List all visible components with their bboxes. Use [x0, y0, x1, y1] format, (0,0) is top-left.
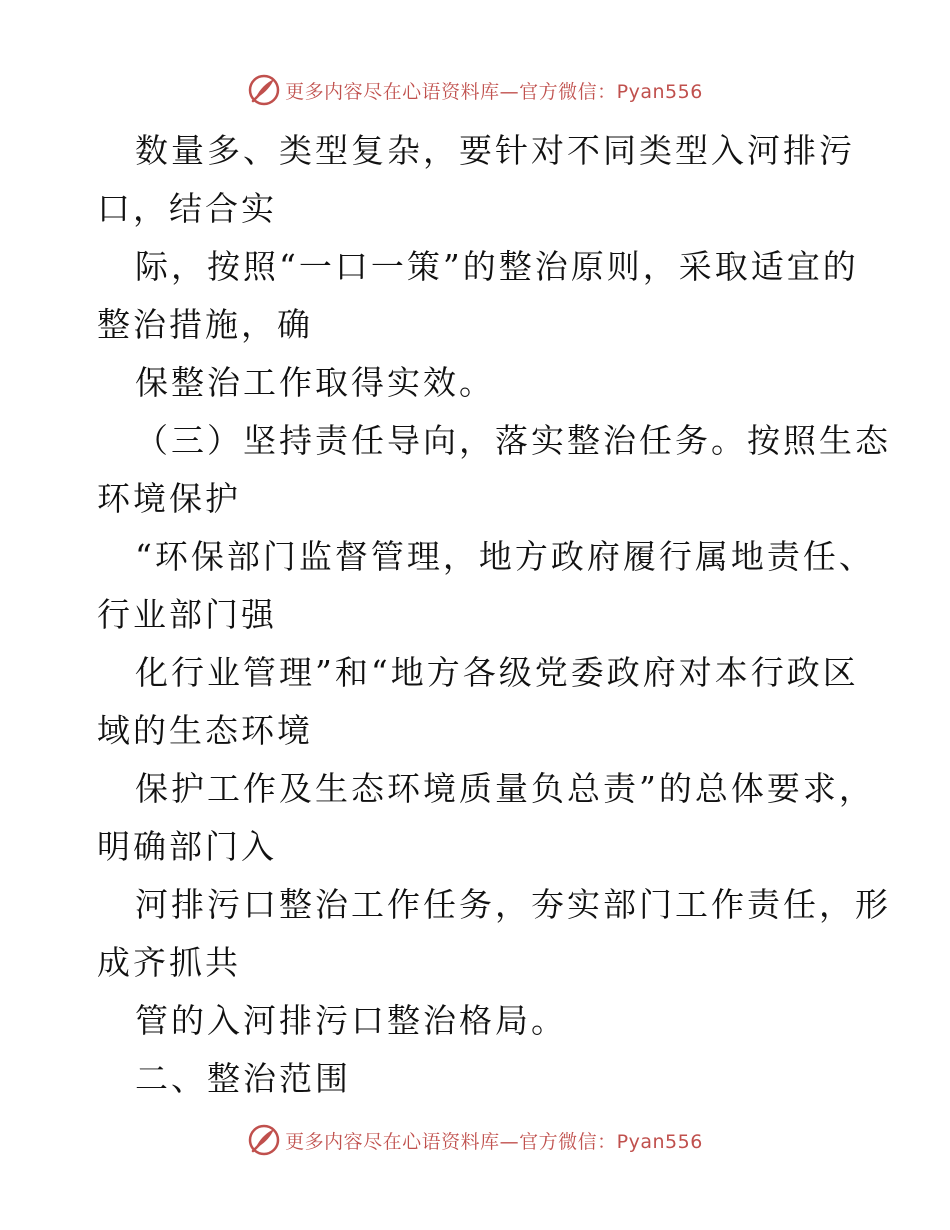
section-heading: 二、整治范围 — [135, 1059, 351, 1098]
body-line-7: 环境保护 — [97, 479, 241, 518]
document-body — [97, 122, 891, 1108]
body-line-10: 化行业管理”和“地方各级党委政府对本行政区 — [135, 653, 859, 692]
body-line-15: 成齐抓共 — [97, 943, 241, 982]
body-line-12: 保护工作及生态环境质量负总责”的总体要求， — [135, 769, 875, 808]
body-line-11: 域的生态环境 — [97, 711, 313, 750]
body-line-6: （三）坚持责任导向，落实整治任务。按照生态 — [135, 421, 891, 460]
body-line-13: 明确部门入 — [97, 827, 277, 866]
body-line-14: 河排污口整治工作任务，夯实部门工作责任，形 — [135, 885, 891, 924]
header-watermark-text: 更多内容尽在心语资料库—官方微信：Pyan556 — [285, 80, 703, 103]
body-line-16: 管的入河排污口整治格局。 — [135, 1001, 567, 1040]
body-line-9: 行业部门强 — [97, 595, 277, 634]
body-line-3: 际，按照“一口一策”的整治原则，采取适宜的 — [135, 247, 859, 286]
body-line-1: 数量多、类型复杂，要针对不同类型入河排污 — [135, 131, 855, 170]
body-line-8: “环保部门监督管理，地方政府履行属地责任、 — [135, 537, 875, 576]
header-watermark-banner — [0, 70, 950, 110]
footer-watermark-text: 更多内容尽在心语资料库—官方微信：Pyan556 — [285, 1130, 703, 1153]
body-line-5: 保整治工作取得实效。 — [135, 363, 495, 402]
body-line-4: 整治措施，确 — [97, 305, 313, 344]
quill-logo-icon — [247, 73, 281, 107]
body-line-2: 口，结合实 — [97, 189, 277, 228]
quill-logo-icon — [247, 1123, 281, 1157]
footer-watermark-banner — [0, 1120, 950, 1160]
